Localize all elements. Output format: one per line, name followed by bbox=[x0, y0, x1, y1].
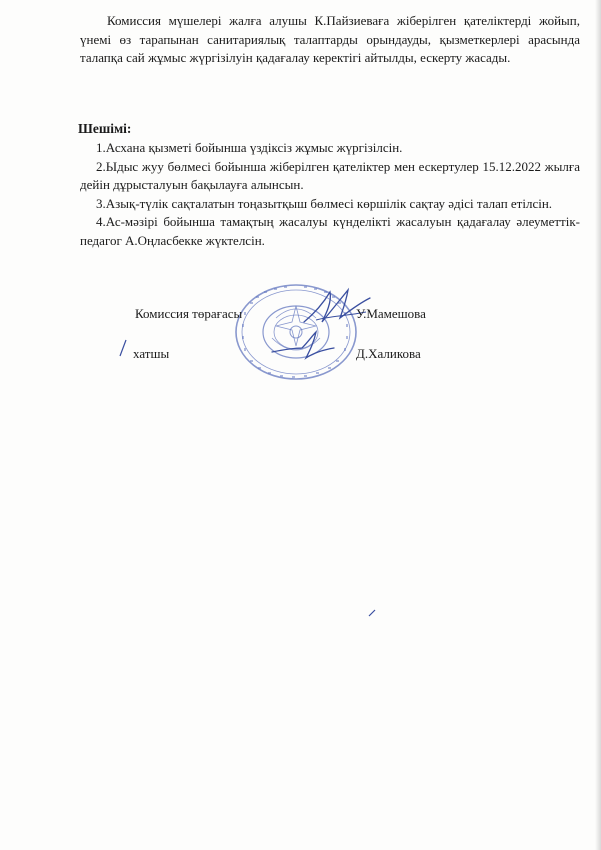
secretary-title: хатшы bbox=[133, 346, 170, 361]
official-seal bbox=[232, 282, 360, 382]
secretary-signature bbox=[268, 328, 338, 368]
decision-list bbox=[80, 139, 580, 250]
decision-item-3: 3.Азық-түлік сақталатын тоңазытқыш бөлмесі көршілік сақтау әдісі талап етілсін. bbox=[96, 195, 553, 211]
decision-heading: Шешімі: bbox=[78, 121, 132, 136]
decision-item-1: 1.Асхана қызметі бойынша үздіксіз жұмыс жүргізілсін. bbox=[96, 140, 403, 155]
decision-item-2: 2.Ыдыс жуу бөлмесі бойынша жіберілген қателіктер мен ескертулер 15.12.2022 жылға дейін дұрысталуын бақылауға алынсын. bbox=[80, 158, 580, 192]
chair-name: У.Мамешова bbox=[356, 306, 426, 321]
intro-paragraph bbox=[80, 12, 580, 68]
pen-mark bbox=[368, 609, 376, 617]
decision-item-4: 4.Ас-мәзірі бойынша тамақтың жасалуы күнделікті жасалуын қадағалау әлеуметтік-педагог А.Оңласбекке жүктелсін. bbox=[80, 214, 580, 248]
pen-mark bbox=[118, 339, 128, 357]
chair-title: Комиссия төрағасы bbox=[135, 306, 243, 321]
secretary-name: Д.Халикова bbox=[356, 346, 421, 361]
page-edge-shadow bbox=[595, 0, 601, 850]
intro-text: Комиссия мүшелері жалға алушы К.Пайзиеваға жіберілген қателіктерді жойып, үнемі өз тарапынан санитариялық талаптарды орындауды, қызметкерлері арасында талапқа сай жұмыс жүргізілуін қадағалау керектігі айтылды, ескерту жасады. bbox=[80, 13, 580, 65]
